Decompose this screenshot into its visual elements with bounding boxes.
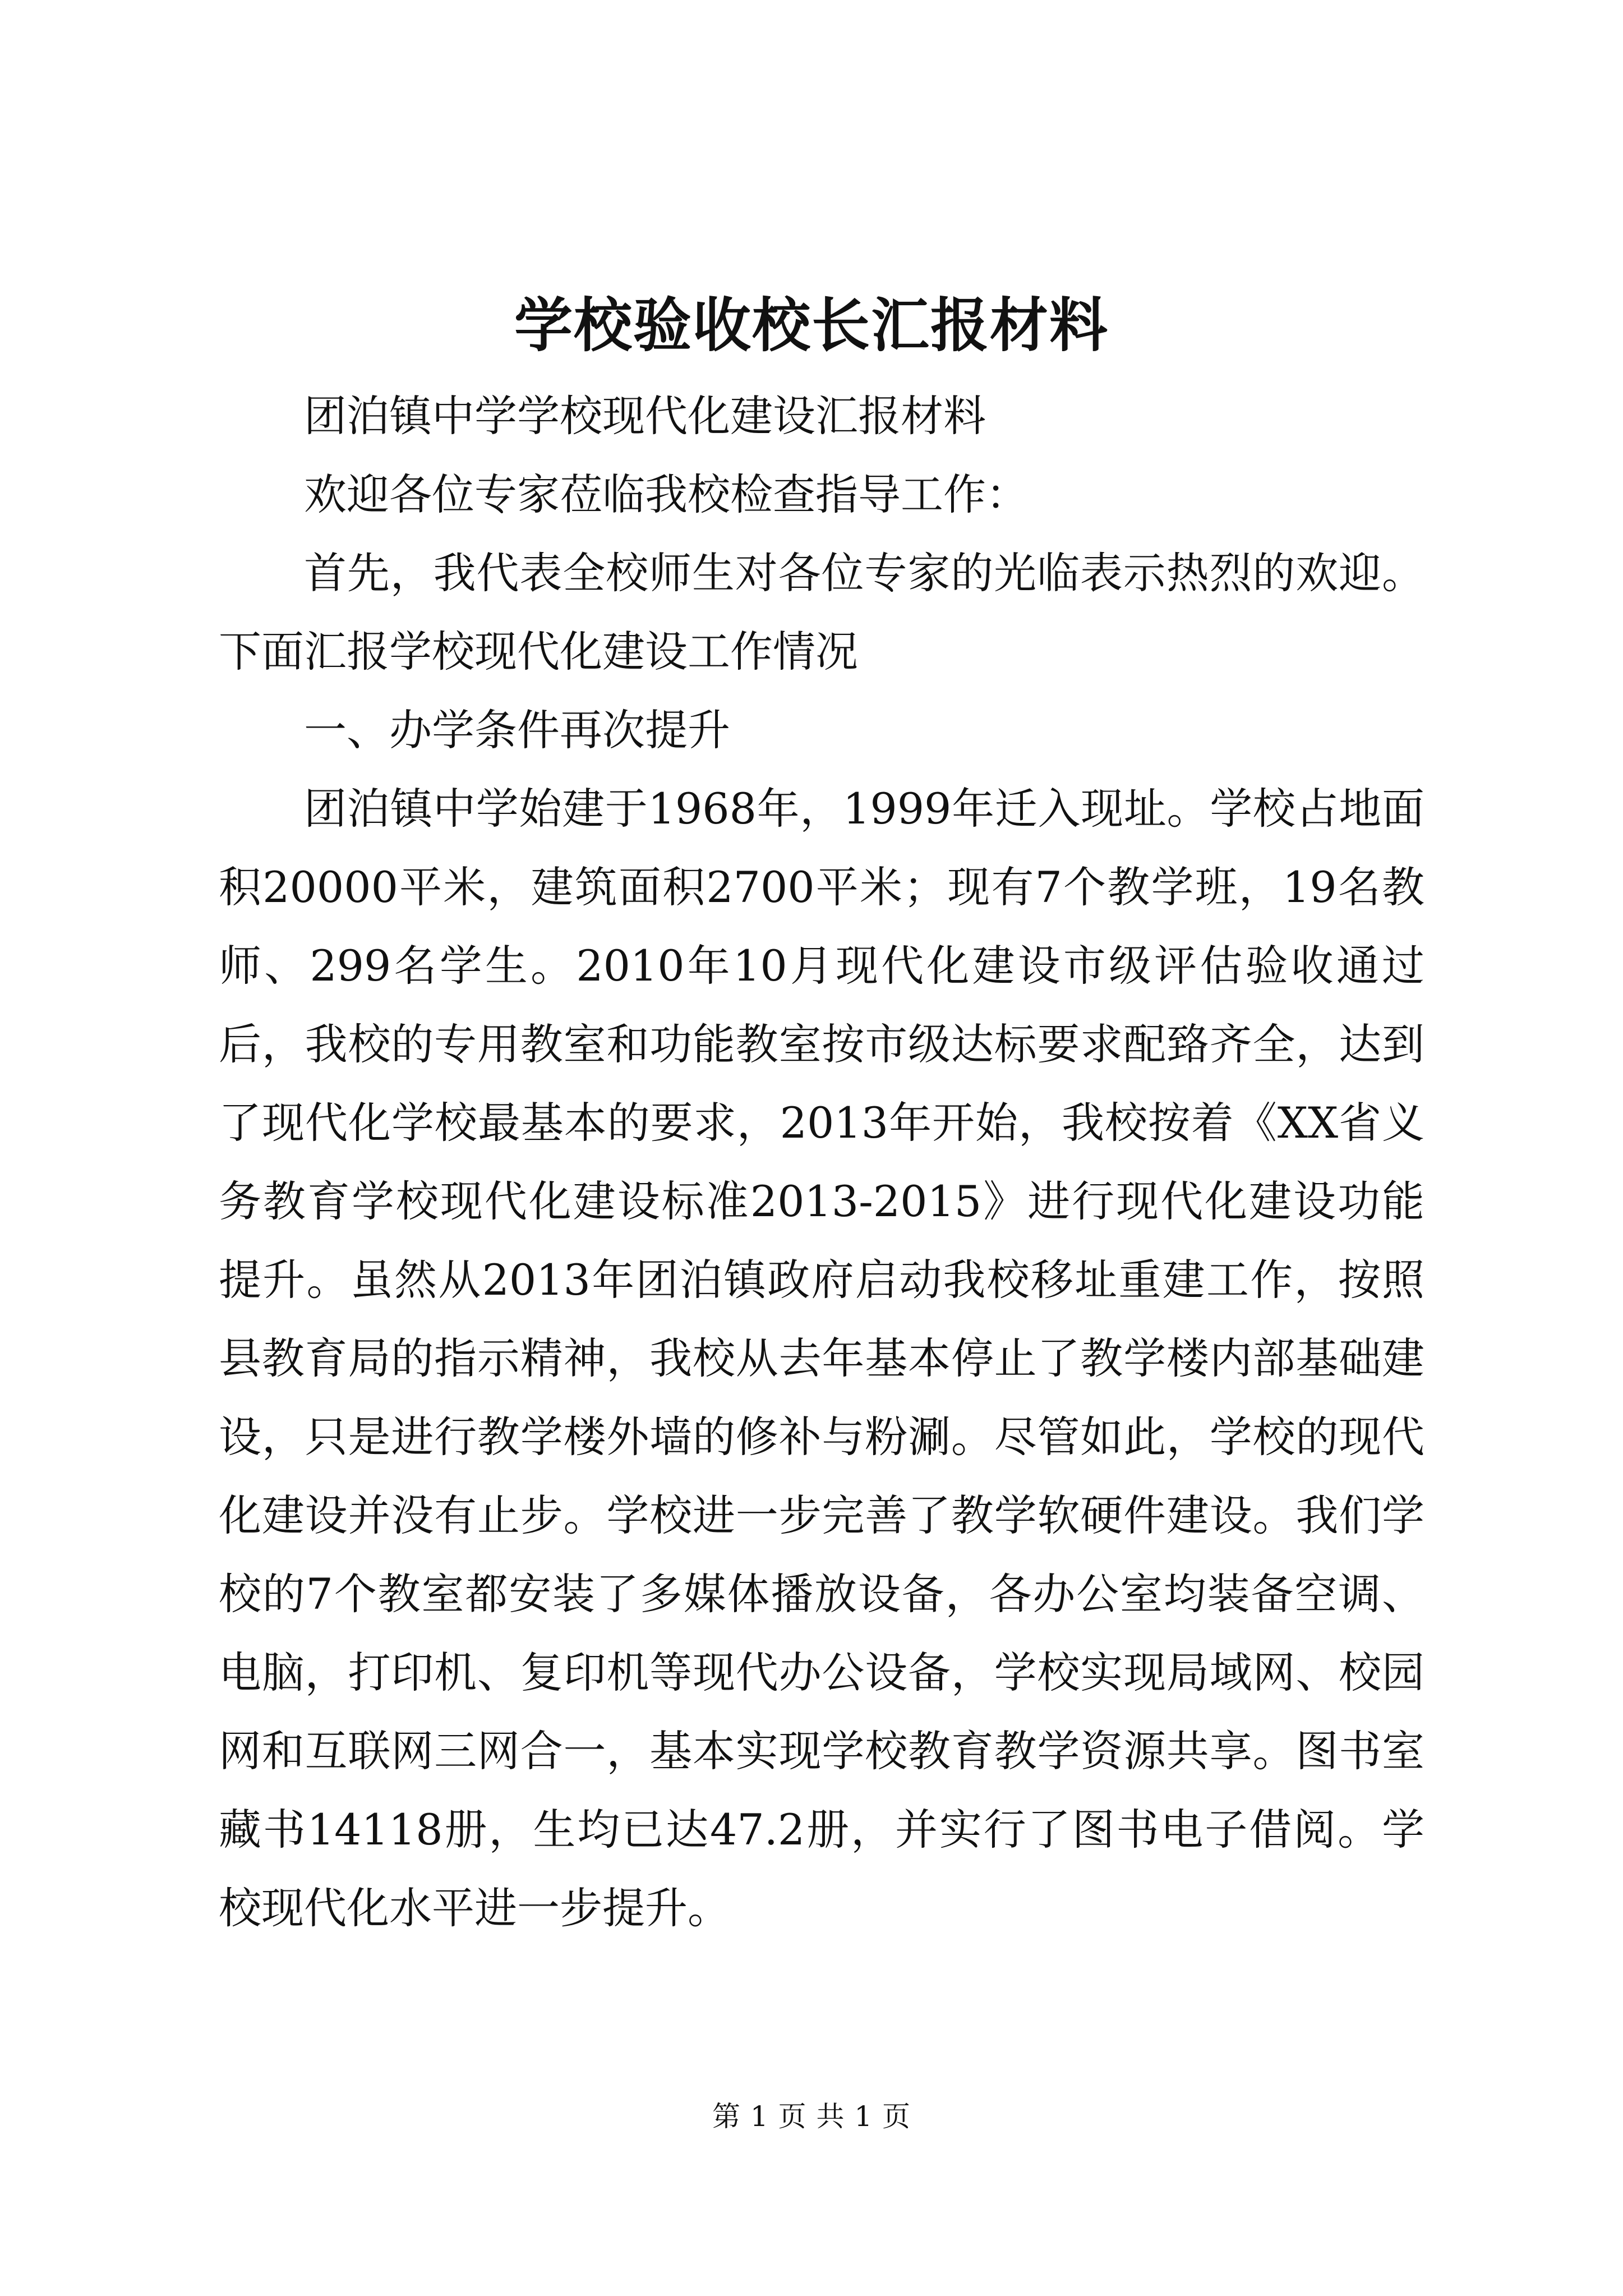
- paragraph-section-heading: 一、办学条件再次提升: [304, 705, 730, 755]
- document-title: 学校验收校长汇报材料: [514, 291, 1109, 360]
- paragraph-intro: 首先，我代表全校师生对各位专家的光临表示热烈的欢迎。下面汇报学校现代化建设工作情况: [219, 548, 1424, 677]
- document-body: [219, 377, 1424, 1948]
- page-footer: 第 1 页 共 1 页: [712, 2100, 911, 2133]
- paragraph-greeting: 欢迎各位专家莅临我校检查指导工作：: [304, 470, 1029, 519]
- paragraph-body: 团泊镇中学始建于1968年，1999年迁入现址。学校占地面积20000平米，建筑面积2700平米；现有7个教学班，19名教师、299名学生。2010年10月现代化建设市级评估验收通过后，我校的专用教室和功能教室按市级达标要求配臵齐全，达到了现代化学校最基本的要求，2013年开始，我校按着《XX省义务教育学校现代化建设标准2013-2015》进行现代化建设功能提升。虽然从2013年团泊镇政府启动我校移址重建工作，按照县教育局的指示精神，我校从去年基本停止了教学楼内部基础建设，只是进行教学楼外墙的修补与粉涮。尽管如此，学校的现代化建设并没有止步。学校进一步完善了教学软硬件建设。我们学校的7个教室都安装了多媒体播放设备，各办公室均装备空调、电脑，打印机、复印机等现代办公设备，学校实现局域网、校园网和互联网三网合一，基本实现学校教育教学资源共享。图书室藏书14118册，生均已达47.2册，并实行了图书电子借阅。学校现代化水平进一步提升。: [219, 784, 1424, 1933]
- paragraph-subtitle: 团泊镇中学学校现代化建设汇报材料: [304, 391, 986, 441]
